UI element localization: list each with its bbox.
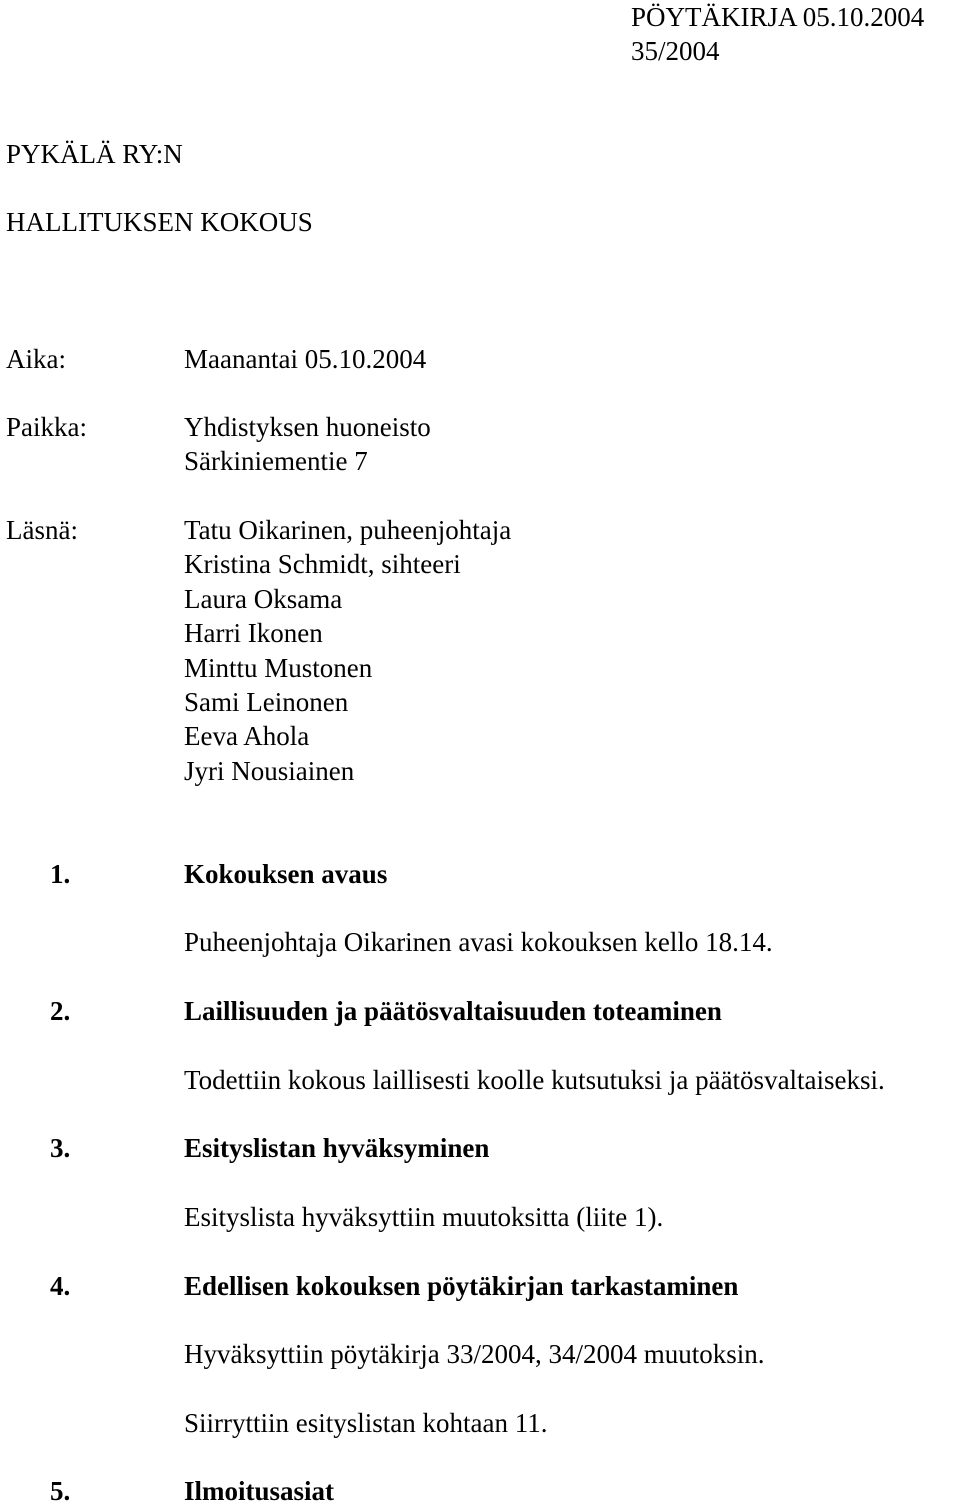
meeting-title: HALLITUKSEN KOKOUS	[6, 207, 313, 237]
present-member: Laura Oksama	[184, 583, 343, 614]
organization-name: PYKÄLÄ RY:N	[6, 139, 183, 169]
section-title: Laillisuuden ja päätösvaltaisuuden toteaminen	[184, 996, 722, 1026]
section-body: Esityslista hyväksyttiin muutoksitta (liite 1).	[184, 1202, 664, 1232]
present-label: Läsnä:	[6, 515, 78, 545]
present-member: Tatu Oikarinen, puheenjohtaja	[184, 515, 512, 545]
time-label: Aika:	[6, 344, 66, 374]
section-body: Puheenjohtaja Oikarinen avasi kokouksen kello 18.14.	[184, 927, 773, 957]
place-label: Paikka:	[6, 412, 87, 442]
document-date: PÖYTÄKIRJA 05.10.2004	[631, 2, 925, 32]
section-body: Hyväksyttiin pöytäkirja 33/2004, 34/2004 muutoksin.	[184, 1339, 765, 1369]
section-title: Ilmoitusasiat	[184, 1476, 335, 1506]
section-title: Edellisen kokouksen pöytäkirjan tarkastaminen	[184, 1271, 739, 1301]
section-title: Esityslistan hyväksyminen	[184, 1133, 490, 1163]
section-number: 4.	[50, 1271, 71, 1301]
present-member: Sami Leinonen	[184, 686, 349, 717]
time-value: Maanantai 05.10.2004	[184, 344, 427, 374]
present-member: Minttu Mustonen	[184, 652, 373, 683]
section-body: Todettiin kokous laillisesti koolle kutsutuksi ja päätösvaltaiseksi.	[184, 1065, 885, 1095]
place-line: Yhdistyksen huoneisto	[184, 412, 431, 442]
document-number: 35/2004	[631, 36, 720, 66]
present-member: Eeva Ahola	[184, 721, 310, 752]
place-line: Särkiniementie 7	[184, 446, 368, 477]
present-member: Kristina Schmidt, sihteeri	[184, 549, 461, 580]
section-number: 3.	[50, 1133, 71, 1163]
section-body: Siirryttiin esityslistan kohtaan 11.	[184, 1408, 548, 1438]
present-member: Jyri Nousiainen	[184, 755, 355, 786]
section-number: 5.	[50, 1476, 71, 1506]
section-number: 2.	[50, 996, 71, 1026]
present-list	[184, 513, 511, 788]
document-header	[631, 0, 924, 68]
section-title: Kokouksen avaus	[184, 859, 388, 889]
section-number: 1.	[50, 859, 71, 889]
place-value	[184, 410, 431, 479]
present-member: Harri Ikonen	[184, 618, 323, 649]
